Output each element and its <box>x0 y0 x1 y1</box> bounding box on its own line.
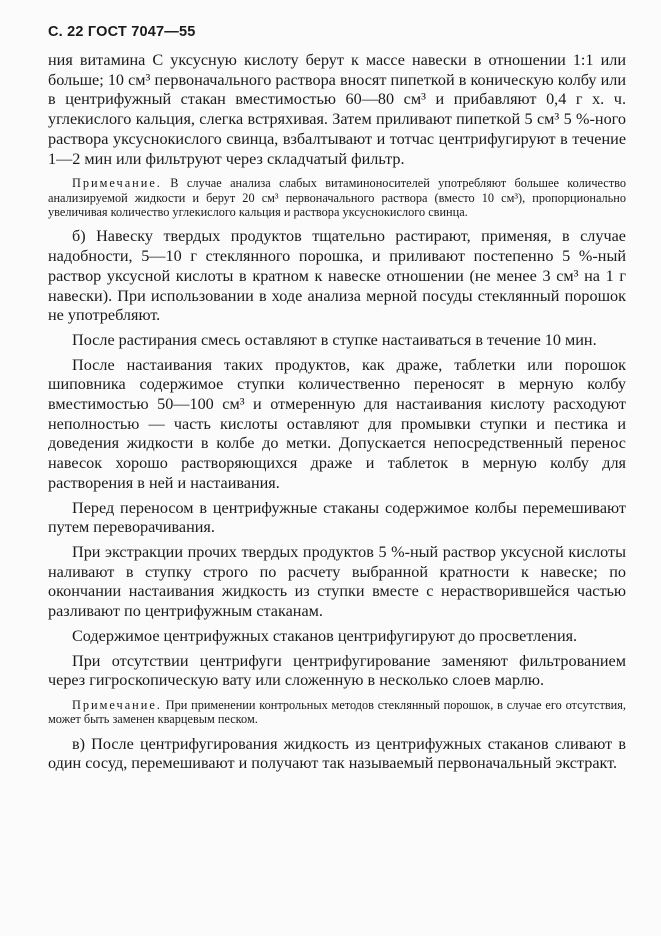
paragraph-before-transfer: Перед переносом в центрифужные стаканы содержимое колбы перемешивают путем переворачивания. <box>48 498 626 537</box>
paragraph-v: в) После центрифугирования жидкость из центрифужных стаканов сливают в один сосуд, перемешивают и получают так называемый первоначальный экстракт. <box>48 734 626 773</box>
paragraph-after-infusion: После настаивания таких продуктов, как драже, таблетки или порошок шиповника содержимое ступки количественно переносят в мерную колбу вместимостью 50—100 см³ и отмеренную для настаивания кислоту расходуют неполностью — часть кислоты оставляют для промывки ступки и пестика и доведения жидкости в колбе до метки. Допускается непосредственный перенос навесок хорошо растворяющихся драже и таблеток в мерную колбу для растворения в ней и настаивания. <box>48 355 626 492</box>
note-2 <box>48 698 626 727</box>
note-1-text: В случае анализа слабых витаминоносителей употребляют большее количество анализируемой жидкости и берут 20 см³ первоначального раствора (вместо 10 см³), пропорционально увеличивая количество углекислого кальция и раствора уксуснокислого свинца. <box>48 176 626 220</box>
paragraph-no-centrifuge: При отсутствии центрифуги центрифугирование заменяют фильтрованием через гигроскопическую вату или сложенную в несколько слоев марлю. <box>48 651 626 690</box>
paragraph-centrifuge: Содержимое центрифужных стаканов центрифугируют до просветления. <box>72 626 578 645</box>
paragraph-after-grinding: После растирания смесь оставляют в ступке настаиваться в течение 10 мин. <box>72 330 597 349</box>
note-2-label: Примечание. <box>72 697 162 712</box>
paragraph-b: б) Навеску твердых продуктов тщательно растирают, применяя, в случае надобности, 5—10 г стеклянного порошка, и приливают постепенно 5 %-ный раствор уксусной кислоты в кратном к навеске отношении (не менее 3 см³ на 1 г навески). При использовании в ходе анализа мерной посуды стеклянный порошок не употребляют. <box>48 227 626 325</box>
page-header: С. 22 ГОСТ 7047—55 <box>48 24 196 40</box>
note-1 <box>48 176 626 219</box>
note-2-text: При применении контрольных методов стеклянный порошок, в случае его отсутствия, может быть заменен кварцевым песком. <box>48 697 626 727</box>
note-1-label: Примечание. <box>72 176 162 191</box>
paragraph-extraction: При экстракции прочих твердых продуктов 5 %-ный раствор уксусной кислоты наливают в ступку строго по расчету выбранной кратности к навеске; по окончании настаивания жидкость из ступки вместе с нерастворившейся частью разливают по центрифужным стаканам. <box>48 542 626 621</box>
paragraph-continuation: ния витамина С уксусную кислоту берут к массе навески в отношении 1:1 или больше; 10 см³ первоначального раствора вносят пипеткой в коническую колбу или в центрифужный стакан вместимостью 60—80 см³ и прибавляют 0,4 г х. ч. углекислого кальция, слегка встряхивая. Затем приливают пипеткой 5 см³ 5 %-ного раствора уксуснокислого свинца, взбалтывают и тотчас центрифугируют в течение 1—2 мин или фильтруют через складчатый фильтр. <box>48 51 626 168</box>
document-body <box>48 51 626 774</box>
